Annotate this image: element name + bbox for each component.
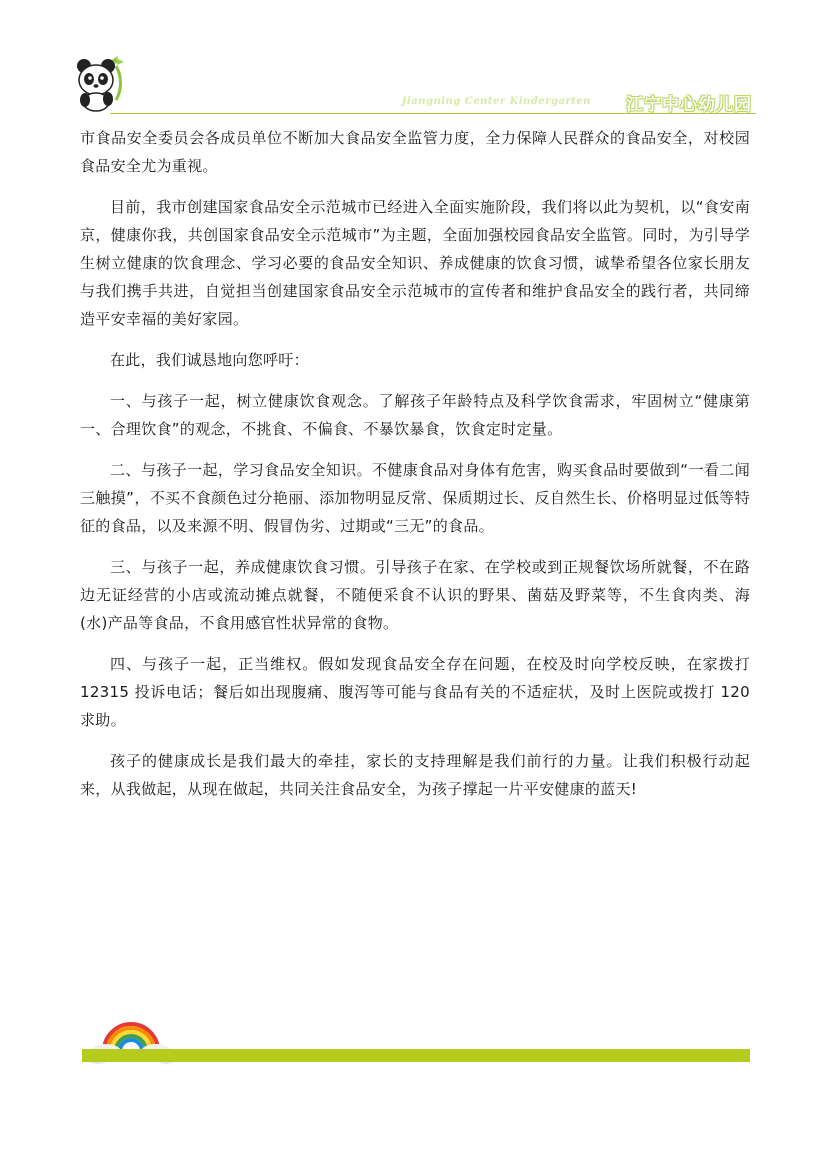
school-name-chinese: 江宁中心幼儿园 <box>626 95 752 115</box>
paragraph-intro-continued: 市食品安全委员会各成员单位不断加大食品安全监管力度，全力保障人民群众的食品安全，对校园食品安全尤为重视。 <box>80 129 750 175</box>
paragraph-closing: 孩子的健康成长是我们最大的牵挂，家长的支持理解是我们前行的力量。让我们积极行动起来，从我做起，从现在做起，共同关注食品安全，为孩子撑起一片平安健康的蓝天! <box>80 752 750 798</box>
paragraph-context: 目前，我市创建国家食品安全示范城市已经进入全面实施阶段，我们将以此为契机，以“食安南京，健康你我，共创国家食品安全示范城市”为主题，全面加强校园食品安全监管。同时，为引导学生树立健康的饮食理念、学习必要的食品安全知识、养成健康的饮食习惯，诚挚希望各位家长朋友与我们携手共进，自觉担当创建国家食品安全示范城市的宣传者和维护食品安全的践行者，共同缔造平安幸福的美好家园。 <box>80 198 750 328</box>
page-header <box>72 52 756 116</box>
school-name-english: Jiangning Center Kindergarten <box>401 96 591 107</box>
footer-bar <box>82 1049 750 1062</box>
paragraph-appeal-4: 四、与孩子一起，正当维权。假如发现食品安全存在问题，在校及时向学校反映，在家拨打 12315 投诉电话；餐后如出现腹痛、腹泻等可能与食品有关的不适症状，及时上医院或拨打 120 求助。 <box>80 655 750 729</box>
panda-logo-icon <box>72 52 130 112</box>
paragraph-appeal-2: 二、与孩子一起，学习食品安全知识。不健康食品对身体有危害，购买食品时要做到“一看二闻三触摸”，不买不食颜色过分艳丽、添加物明显反常、保质期过长、反自然生长、价格明显过低等特征的食品，以及来源不明、假冒伪劣、过期或“三无”的食品。 <box>80 461 750 535</box>
paragraph-appeal-1: 一、与孩子一起，树立健康饮食观念。了解孩子年龄特点及科学饮食需求，牢固树立“健康第一、合理饮食”的观念，不挑食、不偏食、不暴饮暴食，饮食定时定量。 <box>80 392 750 438</box>
paragraph-appeal-lead: 在此，我们诚恳地向您呼吁： <box>110 351 309 369</box>
page-footer <box>82 1005 752 1065</box>
letter-body <box>80 124 750 816</box>
paragraph-appeal-3: 三、与孩子一起，养成健康饮食习惯。引导孩子在家、在学校或到正规餐饮场所就餐，不在路边无证经营的小店或流动摊点就餐，不随便采食不认识的野果、菌菇及野菜等，不生食肉类、海(水)产品等食品，不食用感官性状异常的食物。 <box>80 558 750 632</box>
